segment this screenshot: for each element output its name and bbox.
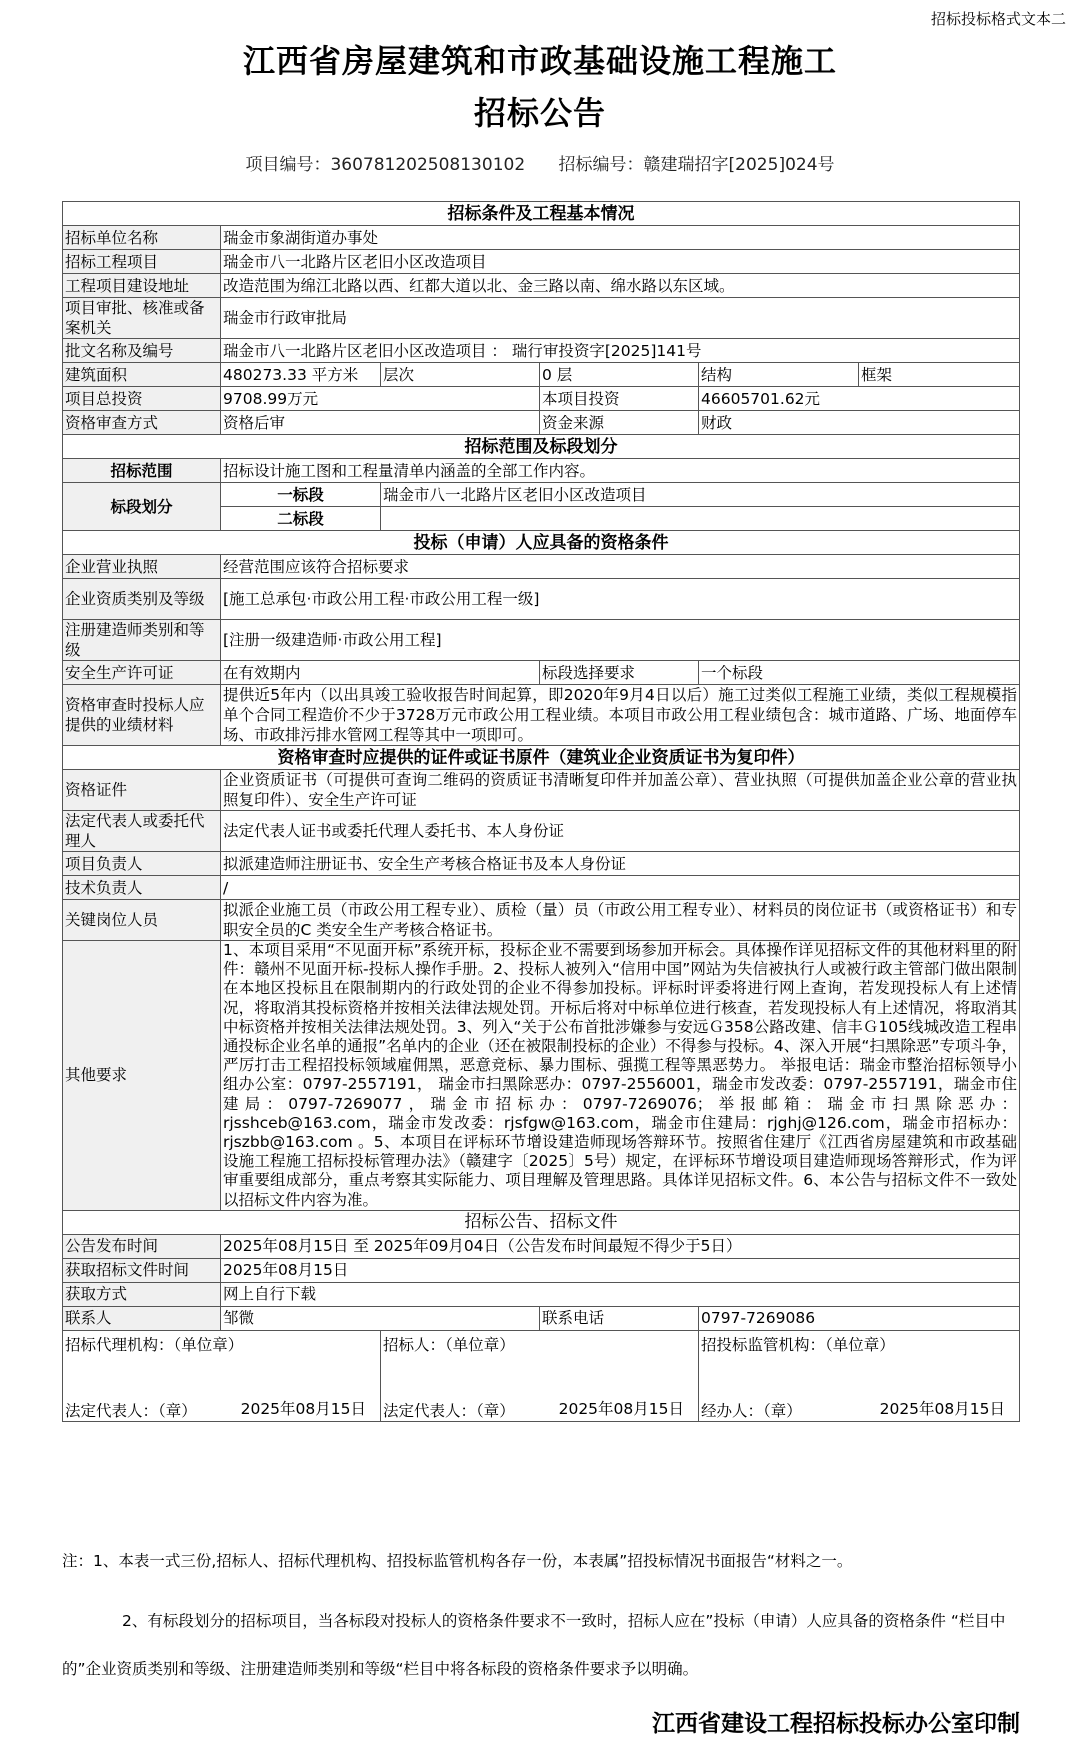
site-value: 改造范围为绵江北路以西、红都大道以北、金三路以南、绵水路以东区域。 [221,274,1020,298]
agency-signature-box [63,1330,381,1421]
tenderer-sign-date: 2025年08月15日 [558,1399,684,1418]
phone-label: 联系电话 [540,1306,699,1330]
structure-label: 结构 [699,363,859,387]
engineer-label: 注册建造师类别和等级 [63,620,221,661]
approval-doc-value: 瑞金市八一北路片区老旧小区改造项目 ： 瑞行审投资字[2025]141号 [221,339,1020,363]
review-value: 资格后审 [221,411,540,435]
tenderer-legal-rep-label: 法定代表人：（章） [383,1401,515,1420]
performance-label: 资格审查时投标人应提供的业绩材料 [63,685,221,746]
publish-time-label: 公告发布时间 [63,1234,221,1258]
tech-lead-value: / [221,876,1020,900]
total-invest-value: 9708.99万元 [221,387,540,411]
note-1: 注：1、本表一式三份,招标人、招标代理机构、招投标监管机构各存一份，本表属”招投标情况书面报告“材料之一。 [62,1552,853,1570]
project-number: 项目编号：360781202508130102 [245,155,526,175]
agency-seal-label: 招标代理机构：（单位章） [65,1335,244,1354]
contact-label: 联系人 [63,1306,221,1330]
project-manager-value: 拟派建造师注册证书、安全生产考核合格证书及本人身份证 [221,852,1020,876]
section-announcement-heading: 招标公告、招标文件 [63,1210,1020,1234]
legal-rep-label: 法定代表人或委托代理人 [63,811,221,852]
this-invest-label: 本项目投资 [540,387,699,411]
project-value: 瑞金市八一北路片区老旧小区改造项目 [221,250,1020,274]
engineer-value: [注册一级建造师·市政公用工程] [221,620,1020,661]
approval-doc-label: 批文名称及编号 [63,339,221,363]
project-manager-label: 项目负责人 [63,852,221,876]
announcement-table [62,201,1020,1422]
lot2-value [381,507,1020,531]
license-label: 企业营业执照 [63,555,221,579]
structure-value: 框架 [859,363,1020,387]
document-time-value: 2025年08月15日 [221,1258,1020,1282]
performance-value: 提供近5年内（以出具竣工验收报告时间起算，即2020年9月4日以后）施工过类似工程施工业绩，类似工程规模指单个合同工程造价不少于3728万元市政公用工程业绩。本项目市政公用工程业绩包含：城市道路、广场、地面停车场、市政排污排水管网工程等其中一项即可。 [221,685,1020,746]
lots-label: 标段划分 [63,483,221,531]
supervisor-sign-date: 2025年08月15日 [879,1399,1005,1418]
area-value: 480273.33 平方米 [221,363,381,387]
this-invest-value: 46605701.62元 [699,387,1020,411]
key-staff-label: 关键岗位人员 [63,900,221,941]
section-documents-heading: 资格审查时应提供的证件或证书原件（建筑业企业资质证书为复印件） [63,746,1020,770]
tech-lead-label: 技术负责人 [63,876,221,900]
tenderer-value: 瑞金市象湖街道办事处 [221,226,1020,250]
document-time-label: 获取招标文件时间 [63,1258,221,1282]
issuer-footer: 江西省建设工程招标投标办公室印制 [652,1711,1020,1737]
project-label: 招标工程项目 [63,250,221,274]
scope-value: 招标设计施工图和工程量清单内涵盖的全部工作内容。 [221,459,1020,483]
reference-numbers [0,150,1080,175]
fund-label: 资金来源 [540,411,699,435]
other-requirements-label: 其他要求 [63,941,221,1211]
legal-rep-value: 法定代表人证书或委托代理人委托书、本人身份证 [221,811,1020,852]
floors-value: 0 层 [540,363,699,387]
supervisor-seal-label: 招投标监管机构：（单位章） [701,1335,895,1354]
site-label: 工程项目建设地址 [63,274,221,298]
tenderer-label: 招标单位名称 [63,226,221,250]
section-basic-heading: 招标条件及工程基本情况 [63,202,1020,226]
qualification-value: [施工总承包·市政公用工程·市政公用工程一级] [221,579,1020,620]
supervisor-handler-label: 经办人：（章） [701,1401,802,1420]
other-requirements-value: 1、本项目采用“不见面开标”系统开标，投标企业不需要到场参加开标会。具体操作详见招标文件的其他材料里的附件：赣州不见面开标-投标人操作手册。2、投标人被列入“信用中国”网站为失信被执行人或被行政主管部门做出限制在本地区投标且在限制期内的行政处罚的企业不得参加投标。评标时评委将进行网上查询，若发现投标人有上述情况，将取消其投标资格并按相关法律法规处罚。开标后将对中标单位进行核查，若发现投标人有上述情况，将取消其中标资格并按相关法律法规处罚。3、列入“关于公布首批涉嫌参与安远Ｇ358公路改建、信丰Ｇ105线城改造工程串通投标企业名单的通报”名单内的企业（还在被限制投标的企业）不得参与投标。4、深入开展“扫黑除恶”专项斗争，严厉打击工程招投标领域雇佣黑，恶意竞标、暴力围标、强揽工程等黑恶势力。 举报电话：瑞金市整治招标领导小组办公室：0797-2557191， 瑞金市扫黑除恶办：0797-2556001，瑞金市发改委：0797-2557191，瑞金市住建局：0797-7269077，瑞金市招标办：0797-7269076；举报邮箱：瑞金市扫黑除恶办：rjsshceb@163.com，瑞金市发改委：rjsfgw@163.com，瑞金市住建局：rjghj@126.com，瑞金市招标办：rjszbb@163.com 。5、本项目在评标环节增设建造师现场答辩环节。按照省住建厅《江西省房屋建筑和市政基础设施工程施工招标投标管理办法》（赣建字〔2025〕5号）规定，在评标环节增设项目建造师现场答辩形式，作为评审重要组成部分，重点考察其实际能力、项目理解及管理思路。具体详见招标文件。6、本公告与招标文件不一致处以招标文件内容为准。 [221,941,1020,1211]
page-title: 江西省房屋建筑和市政基础设施工程施工 [242,42,837,80]
certificates-value: 企业资质证书（可提供可查询二维码的资质证书清晰复印件并加盖公章）、营业执照（可提供加盖企业公章的营业执照复印件）、安全生产许可证 [221,770,1020,811]
approval-value: 瑞金市行政审批局 [221,298,1020,339]
publish-time-value: 2025年08月15日 至 2025年09月04日（公告发布时间最短不得少于5日） [221,1234,1020,1258]
agency-sign-date: 2025年08月15日 [240,1399,366,1418]
bid-number: 招标编号：赣建瑞招字[2025]024号 [558,155,835,175]
contact-value: 邹微 [221,1306,540,1330]
key-staff-value: 拟派企业施工员（市政公用工程专业）、质检（量）员（市政公用工程专业）、材料员的岗位证书（或资格证书）和专职安全员的C 类安全生产考核合格证书。 [221,900,1020,941]
agency-legal-rep-label: 法定代表人：（章） [65,1401,197,1420]
certificates-label: 资格证件 [63,770,221,811]
scope-label: 招标范围 [63,459,221,483]
qualification-label: 企业资质类别及等级 [63,579,221,620]
section-scope-heading: 招标范围及标段划分 [63,435,1020,459]
tenderer-seal-label: 招标人：（单位章） [383,1335,515,1354]
lot2-label: 二标段 [221,507,381,531]
safety-license-label: 安全生产许可证 [63,661,221,685]
note-2: 2、有标段划分的招标项目，当各标段对投标人的资格条件要求不一致时，招标人应在”投标（申请）人应具备的资格条件 “栏目中的”企业资质类别和等级、注册建造师类别和等级“栏目中将各标段的资格条件要求予以明确。 [62,1612,1006,1678]
safety-license-value: 在有效期内 [221,661,540,685]
approval-label: 项目审批、核准或备案机关 [63,298,221,339]
fund-value: 财政 [699,411,1020,435]
area-label: 建筑面积 [63,363,221,387]
phone-value: 0797-7269086 [699,1306,1020,1330]
floors-label: 层次 [381,363,540,387]
lot-requirement-value: 一个标段 [699,661,1020,685]
document-method-value: 网上自行下载 [221,1282,1020,1306]
total-invest-label: 项目总投资 [63,387,221,411]
section-qualification-heading: 投标（申请）人应具备的资格条件 [63,531,1020,555]
page-subtitle: 招标公告 [473,94,606,132]
license-value: 经营范围应该符合招标要求 [221,555,1020,579]
tenderer-signature-box [381,1330,699,1421]
lot1-value: 瑞金市八一北路片区老旧小区改造项目 [381,483,1020,507]
form-code: 招标投标格式文本二 [930,10,1066,28]
lot-requirement-label: 标段选择要求 [540,661,699,685]
document-method-label: 获取方式 [63,1282,221,1306]
supervisor-signature-box [699,1330,1020,1421]
review-label: 资格审查方式 [63,411,221,435]
lot1-label: 一标段 [221,483,381,507]
